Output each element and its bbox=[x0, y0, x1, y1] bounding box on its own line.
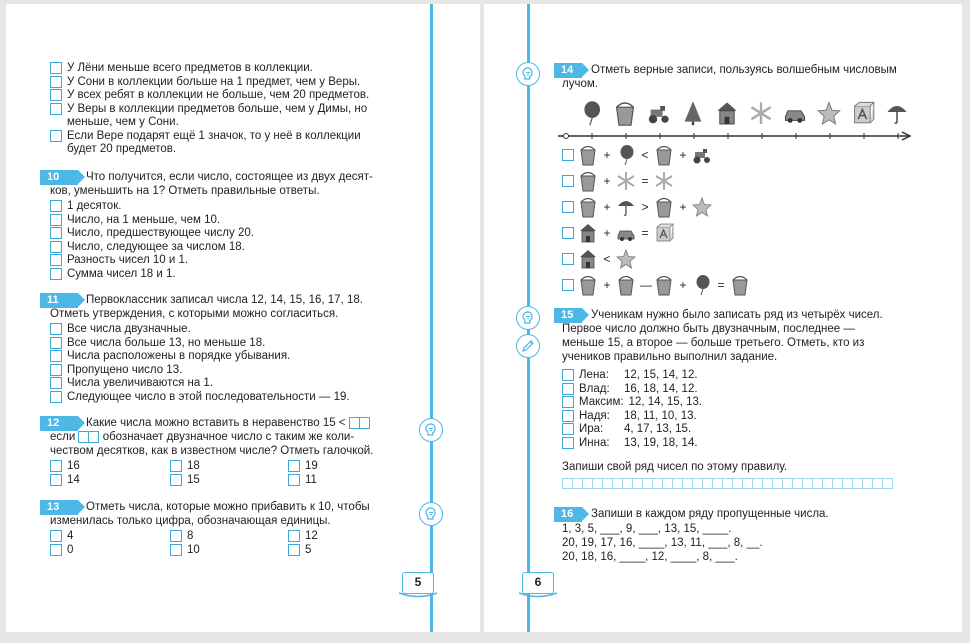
task-14-text-2: лучом. bbox=[562, 78, 598, 90]
snowflake-icon bbox=[654, 170, 674, 192]
checkbox[interactable] bbox=[50, 214, 62, 226]
ray-origin bbox=[564, 134, 569, 139]
option-text: 15 bbox=[187, 473, 200, 486]
task-11-text-1: Первоклассник записал числа 12, 14, 15, 16, 17, 18. bbox=[86, 294, 363, 306]
option[interactable] bbox=[170, 544, 200, 556]
option[interactable] bbox=[50, 544, 73, 556]
checkbox[interactable] bbox=[562, 369, 574, 381]
checkbox[interactable] bbox=[50, 103, 62, 115]
bucket-icon bbox=[654, 144, 674, 166]
right-page bbox=[484, 4, 962, 632]
option[interactable] bbox=[170, 530, 193, 542]
operator: = bbox=[717, 278, 725, 292]
two-digit-box bbox=[78, 431, 99, 443]
checkbox[interactable] bbox=[170, 544, 182, 556]
option-text: Числа увеличиваются на 1. bbox=[67, 377, 214, 389]
option[interactable] bbox=[50, 214, 220, 226]
checkbox[interactable] bbox=[562, 175, 574, 187]
checkbox[interactable] bbox=[50, 474, 62, 486]
checkbox[interactable] bbox=[562, 410, 574, 422]
student-numbers: 12, 14, 15, 13. bbox=[628, 396, 703, 408]
option[interactable] bbox=[170, 460, 200, 472]
option-text: 16 bbox=[67, 460, 80, 472]
option-text: 5 bbox=[305, 543, 312, 556]
option-text: 14 bbox=[67, 473, 80, 486]
option-text: Все числа двузначные. bbox=[67, 323, 191, 335]
book-icon bbox=[398, 592, 438, 600]
bucket-icon bbox=[616, 274, 636, 296]
checkbox[interactable] bbox=[170, 460, 182, 472]
intro-option bbox=[50, 89, 369, 101]
task-16-title: Запиши в каждом ряду пропущенные числа. bbox=[591, 508, 829, 520]
operator: — bbox=[640, 278, 652, 292]
star-icon bbox=[616, 248, 636, 270]
student-numbers: 16, 18, 14, 12. bbox=[624, 382, 698, 395]
task-16-row: 20, 18, 16, ____, 12, ____, 8, ___. bbox=[562, 551, 738, 563]
operator: + bbox=[603, 278, 611, 292]
student-numbers: 12, 15, 14, 12. bbox=[624, 369, 698, 381]
task-12-text-3: чеством десятков, как в известном числе? Отметь галочкой. bbox=[50, 445, 374, 457]
house-icon bbox=[578, 222, 598, 244]
checkbox[interactable] bbox=[50, 460, 62, 472]
checkbox[interactable] bbox=[50, 544, 62, 556]
page-number: 5 bbox=[402, 572, 434, 594]
task-14-text-1: Отметь верные записи, пользуясь волшебным числовым bbox=[591, 64, 897, 76]
checkbox[interactable] bbox=[50, 62, 62, 74]
option[interactable] bbox=[50, 350, 290, 362]
bucket-icon bbox=[578, 144, 598, 166]
bucket-icon bbox=[578, 196, 598, 218]
intro-option bbox=[50, 62, 313, 74]
checkbox[interactable] bbox=[50, 130, 62, 142]
grid-cell[interactable] bbox=[882, 478, 893, 489]
student-numbers: 4, 17, 13, 15. bbox=[624, 423, 692, 435]
student-name: Надя: bbox=[579, 409, 610, 422]
operator: + bbox=[679, 200, 687, 214]
task-14-number: 14 bbox=[554, 63, 582, 78]
option[interactable] bbox=[50, 530, 73, 542]
student-name: Ира: bbox=[579, 423, 604, 435]
star-icon bbox=[692, 196, 712, 218]
option[interactable] bbox=[50, 254, 188, 266]
bucket-icon bbox=[613, 100, 639, 130]
operator: + bbox=[679, 278, 687, 292]
intro-option bbox=[50, 143, 176, 155]
option-text: Пропущено число 13. bbox=[67, 363, 183, 376]
option-text: 19 bbox=[305, 460, 318, 472]
student-name: Инна: bbox=[579, 436, 610, 449]
task-15-text-3: меньше 15, а второе — больше третьего. Отметь, кто из bbox=[562, 337, 865, 349]
checkbox[interactable] bbox=[50, 364, 62, 376]
book-icon bbox=[518, 592, 558, 600]
option-text: 1 десяток. bbox=[67, 200, 122, 212]
bucket-icon bbox=[578, 170, 598, 192]
operator: + bbox=[603, 226, 611, 240]
tree-icon bbox=[681, 100, 707, 130]
checkbox[interactable] bbox=[170, 530, 182, 542]
checkbox[interactable] bbox=[288, 460, 300, 472]
checkbox[interactable] bbox=[50, 268, 62, 280]
operator: < bbox=[603, 252, 611, 266]
umbrella-icon bbox=[616, 196, 636, 218]
equation-row[interactable] bbox=[562, 196, 712, 218]
student-numbers: 18, 11, 10, 13. bbox=[624, 409, 697, 422]
brain-icon bbox=[516, 62, 540, 86]
intro-option-text: У Веры в коллекции предметов больше, чем у Димы, но bbox=[67, 102, 368, 115]
option[interactable] bbox=[50, 364, 182, 376]
task-13-number: 13 bbox=[40, 500, 78, 515]
left-page bbox=[6, 4, 480, 632]
option[interactable] bbox=[50, 268, 176, 280]
checkbox[interactable] bbox=[562, 396, 574, 408]
option[interactable] bbox=[50, 323, 191, 335]
margin-line bbox=[430, 4, 433, 632]
snowflake-icon bbox=[749, 100, 775, 130]
checkbox[interactable] bbox=[50, 350, 62, 362]
brain-icon bbox=[516, 306, 540, 330]
checkbox[interactable] bbox=[50, 89, 62, 101]
bucket-icon bbox=[654, 196, 674, 218]
car-icon bbox=[616, 222, 636, 244]
task-16-row: 1, 3, 5, ___, 9, ___, 13, 15, ____. bbox=[562, 523, 732, 535]
umbrella-icon bbox=[885, 100, 911, 130]
checkbox[interactable] bbox=[562, 227, 574, 239]
operator: < bbox=[641, 148, 649, 162]
student-name: Лена: bbox=[579, 369, 609, 381]
pencil-icon bbox=[516, 334, 540, 358]
task-12-text-2: если обозначает двузначное число с таким же коли- bbox=[50, 431, 355, 444]
option-text: Разность чисел 10 и 1. bbox=[67, 254, 189, 266]
checkbox[interactable] bbox=[50, 323, 62, 335]
cube-icon bbox=[654, 222, 674, 244]
student-option[interactable] bbox=[562, 423, 691, 435]
checkbox[interactable] bbox=[50, 530, 62, 542]
option-text: 8 bbox=[187, 530, 194, 542]
student-option[interactable] bbox=[562, 437, 698, 449]
option[interactable] bbox=[170, 474, 200, 486]
inequality-box bbox=[349, 417, 370, 429]
checkbox[interactable] bbox=[50, 241, 62, 253]
task-12-number: 12 bbox=[40, 416, 78, 431]
number-ray bbox=[556, 96, 916, 144]
house-icon bbox=[578, 248, 598, 270]
task-10-number: 10 bbox=[40, 170, 78, 185]
checkbox[interactable] bbox=[562, 437, 574, 449]
task-11-text-2: Отметь утверждения, с которыми можно согласиться. bbox=[50, 308, 339, 320]
brain-icon bbox=[419, 502, 443, 526]
checkbox[interactable] bbox=[50, 76, 62, 88]
option[interactable] bbox=[50, 200, 121, 212]
task-15-text-4: учеников правильно выполнил задание. bbox=[562, 351, 778, 363]
checkbox[interactable] bbox=[562, 279, 574, 291]
intro-option-text: У всех ребят в коллекции не больше, чем 20 предметов. bbox=[67, 89, 370, 101]
option-text: 0 bbox=[67, 543, 74, 556]
intro-option bbox=[50, 76, 360, 88]
student-option[interactable] bbox=[562, 410, 697, 422]
option[interactable] bbox=[50, 337, 265, 349]
option-text: Число, на 1 меньше, чем 10. bbox=[67, 213, 221, 226]
checkbox[interactable] bbox=[562, 253, 574, 265]
equation-row[interactable] bbox=[562, 144, 712, 166]
intro-option bbox=[50, 130, 361, 142]
task-12-text-1: Какие числа можно вставить в неравенство 15 < bbox=[86, 417, 370, 430]
task-16-number: 16 bbox=[554, 507, 582, 522]
task-11-number: 11 bbox=[40, 293, 78, 308]
checkbox[interactable] bbox=[288, 544, 300, 556]
equation-row[interactable] bbox=[562, 222, 674, 244]
option[interactable] bbox=[288, 544, 311, 556]
option-text: Сумма чисел 18 и 1. bbox=[67, 267, 176, 280]
student-name: Максим: bbox=[579, 396, 624, 408]
option-text: Число, предшествующее числу 20. bbox=[67, 227, 254, 239]
checkbox[interactable] bbox=[50, 337, 62, 349]
option-text: Следующее число в этой последовательности — 19. bbox=[67, 390, 350, 403]
checkbox[interactable] bbox=[50, 391, 62, 403]
snowflake-icon bbox=[616, 170, 636, 192]
student-option[interactable] bbox=[562, 396, 702, 408]
option-text: 11 bbox=[305, 473, 317, 486]
house-icon bbox=[715, 100, 741, 130]
task-16-row: 20, 19, 17, 16, ____, 13, 11, ___, 8, __. bbox=[562, 537, 763, 549]
checkbox[interactable] bbox=[50, 227, 62, 239]
student-name: Влад: bbox=[579, 382, 610, 395]
option-text: 12 bbox=[305, 530, 318, 542]
task-15-write-prompt: Запиши свой ряд чисел по этому правилу. bbox=[562, 461, 788, 473]
checkbox[interactable] bbox=[50, 200, 62, 212]
bucket-icon bbox=[578, 274, 598, 296]
operator: > bbox=[641, 200, 649, 214]
checkbox[interactable] bbox=[288, 530, 300, 542]
balloon-icon bbox=[579, 100, 605, 130]
operator: + bbox=[603, 148, 611, 162]
student-option[interactable] bbox=[562, 369, 698, 381]
tractor-icon bbox=[692, 144, 712, 166]
writing-grid[interactable] bbox=[562, 478, 892, 489]
equation-row[interactable] bbox=[562, 248, 636, 270]
task-10-text-2: ков, уменьшить на 1? Отметь правильные ответы. bbox=[50, 185, 320, 197]
intro-option bbox=[50, 103, 367, 115]
option[interactable] bbox=[50, 241, 245, 253]
option-text: 18 bbox=[187, 460, 200, 472]
page-number: 6 bbox=[522, 572, 554, 594]
brain-icon bbox=[419, 418, 443, 442]
checkbox[interactable] bbox=[50, 377, 62, 389]
option-text: Все числа больше 13, но меньше 18. bbox=[67, 336, 266, 349]
checkbox[interactable] bbox=[170, 474, 182, 486]
star-icon bbox=[817, 100, 843, 130]
student-option[interactable] bbox=[562, 383, 698, 395]
checkbox[interactable] bbox=[562, 383, 574, 395]
option[interactable] bbox=[288, 460, 318, 472]
option[interactable] bbox=[288, 474, 317, 486]
operator: + bbox=[603, 174, 611, 188]
task-15-text-1: Ученикам нужно было записать ряд из четырёх чисел. bbox=[591, 309, 883, 321]
equation-row[interactable] bbox=[562, 170, 674, 192]
option-text: 4 bbox=[67, 530, 74, 542]
operator: + bbox=[603, 200, 611, 214]
option[interactable] bbox=[50, 377, 213, 389]
balloon-icon bbox=[616, 144, 636, 166]
equation-row[interactable] bbox=[562, 274, 750, 296]
option[interactable] bbox=[50, 227, 254, 239]
intro-option-text: меньше, чем у Сони. bbox=[67, 116, 179, 128]
option-text: 10 bbox=[187, 543, 200, 556]
bucket-icon bbox=[730, 274, 750, 296]
balloon-icon bbox=[692, 274, 712, 296]
tractor-icon bbox=[647, 100, 673, 130]
checkbox[interactable] bbox=[50, 254, 62, 266]
student-numbers: 13, 19, 18, 14. bbox=[624, 436, 698, 449]
operator: = bbox=[641, 174, 649, 188]
option-text: Числа расположены в порядке убывания. bbox=[67, 350, 291, 362]
option-text: Число, следующее за числом 18. bbox=[67, 240, 245, 253]
intro-option-text: будет 20 предметов. bbox=[67, 143, 177, 155]
task-13-text-2: изменилась только цифра, обозначающая единицы. bbox=[50, 515, 331, 527]
intro-option-text: У Сони в коллекции больше на 1 предмет, чем у Веры. bbox=[67, 75, 361, 88]
checkbox[interactable] bbox=[562, 149, 574, 161]
option[interactable] bbox=[50, 474, 80, 486]
option[interactable] bbox=[288, 530, 318, 542]
task-10-text-1: Что получится, если число, состоящее из двух десят- bbox=[86, 171, 373, 183]
checkbox[interactable] bbox=[562, 201, 574, 213]
task-13-text-1: Отметь числа, которые можно прибавить к 10, чтобы bbox=[86, 501, 370, 513]
intro-option-text: У Лёни меньше всего предметов в коллекции. bbox=[67, 62, 313, 74]
car-icon bbox=[783, 100, 809, 130]
checkbox[interactable] bbox=[288, 474, 300, 486]
option[interactable] bbox=[50, 391, 350, 403]
task-15-text-2: Первое число должно быть двузначным, последнее — bbox=[562, 323, 855, 335]
bucket-icon bbox=[654, 274, 674, 296]
operator: + bbox=[679, 148, 687, 162]
checkbox[interactable] bbox=[562, 423, 574, 435]
option[interactable] bbox=[50, 460, 80, 472]
intro-option-text: Если Вере подарят ещё 1 значок, то у неё в коллекции bbox=[67, 129, 361, 142]
task-15-number: 15 bbox=[554, 308, 582, 323]
intro-option bbox=[50, 116, 179, 128]
cube-icon bbox=[851, 100, 877, 130]
operator: = bbox=[641, 226, 649, 240]
